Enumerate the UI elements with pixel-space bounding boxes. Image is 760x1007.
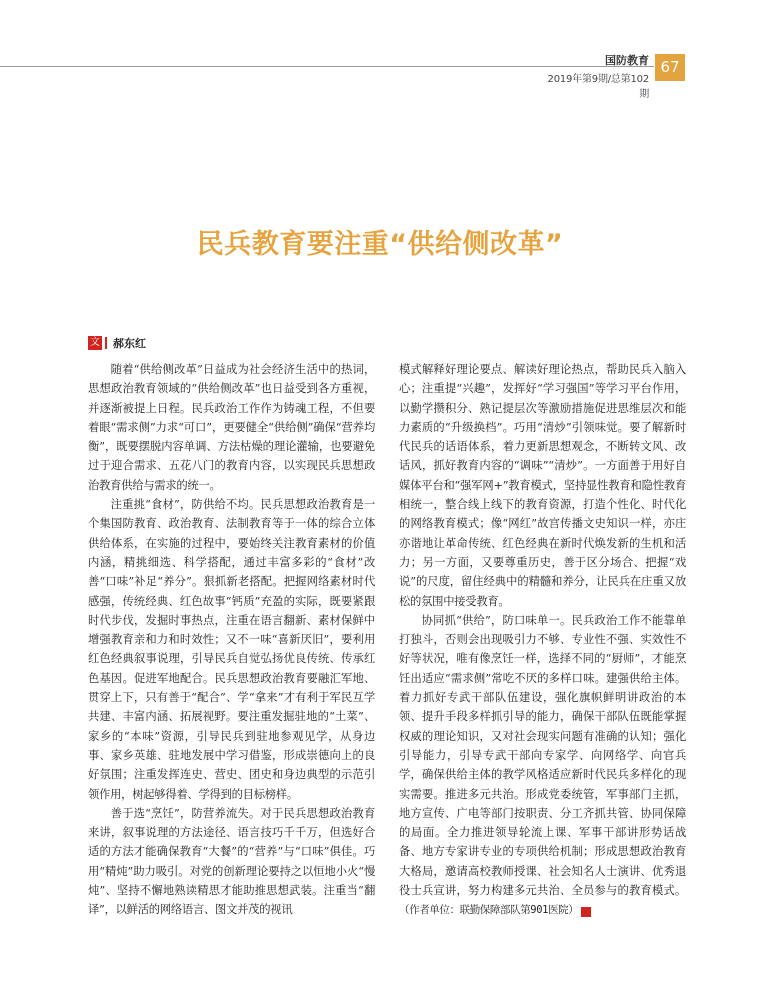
- end-mark-icon: G: [581, 907, 591, 917]
- issue-label: 2019年第9期/总第102期: [547, 74, 649, 100]
- paragraph-continued: 模式解释好理论要点、解读好理论热点，帮助民兵入脑入心；注重提“兴趣”，发挥好“学习强国”等学习平台作用，以勤学攒积分、熟记提层次等激励措施促进思维层次和能力素质的“升级换档”。巧用“清炒”引领味觉。要了解新时代民兵的话语体系，着力更新思想观念，不断转文风、改话风，抓好教育内容的“调味”“清炒”。一方面善于用好自媒体平台和“强军网+”教育模式，坚持显性教育和隐性教育相统一，整合线上线下的教育资源，打造个性化、时代化的网络教育模式；像“网红”故宫传播文史知识一样，亦庄亦谐地让革命传统、红色经典在新时代焕发新的生机和活力；另一方面，又要尊重历史，善于区分场合、把握“戏说”的尺度，留住经典中的精髓和养分，让民兵在庄重又放松的氛围中接受教育。: [399, 363, 686, 608]
- author-name: 郝东红: [113, 337, 146, 350]
- paragraph: 注重挑“食材”，防供给不均。民兵思想政治教育是一个集国防教育、政治教育、法制教育等于一体的综合立体供给体系，在实施的过程中，要始终关注教育素材的价值内涵，精挑细选、科学搭配，通过丰富多彩的“食材”改善“口味”补足“养分”。狠抓新老搭配。把握网络素材时代感强，传统经典、红色故事“钙质”充盈的实际，既要紧跟时代步伐，发掘时事热点，注重在语言翻新、素材保鲜中增强教育亲和力和时效性；又不一味“喜新厌旧”，要利用红色经典叙事说理，引导民兵自觉弘扬优良传统、传承红色基因。促进军地配合。民兵思想政治教育要融汇军地、贯穿上下，只有善于“配合”、学“拿来”才有利于军民互学共建、丰富内涵、拓展视野。要注重发掘驻地的“土菜”、家乡的“本味”资源，引导民兵到驻地参观见学，从身边事、家乡英雄、驻地发展中学习借鉴，形成崇德向上的良好氛围；注重发挥连史、营史、团史和身边典型的示范引领作用，树起够得着、学得到的目标榜样。: [88, 498, 375, 801]
- byline-divider: [105, 337, 107, 349]
- article-title: 民兵教育要注重“供给侧改革”: [196, 229, 564, 260]
- byline-tag: 文: [90, 337, 100, 348]
- page-number: 67: [655, 54, 685, 81]
- article-column-left: [88, 360, 375, 920]
- byline: [88, 336, 146, 350]
- magazine-name: 国防教育: [605, 54, 649, 67]
- paragraph: 随着“供给侧改革”日益成为社会经济生活中的热词，思想政治教育领域的“供给侧改革”也日益受到各方重视，并逐渐被提上日程。民兵政治工作作为铸魂工程，不但要着眼“需求侧”力求“可口”，更要健全“供给侧”确保“营养均衡”，既要摆脱内容单调、方法枯燥的理论灌输，也要避免过于迎合需求、五花八门的教育内容，以实现民兵思想政治教育供给与需求的统一。: [88, 363, 375, 492]
- article-column-right: [399, 360, 686, 921]
- paragraph-text: 协同抓“供给”，防口味单一。民兵政治工作不能靠单打独斗，否则会出现吸引力不够、专业性不强、实效性不好等状况，唯有像烹饪一样，选择不同的“厨师”，才能烹饪出适应“需求侧”常吃不厌的多样口味。建强供给主体。着力抓好专武干部队伍建设，强化旗帜鲜明讲政治的本领、提升手段多样抓引导的能力，确保干部队伍既能掌握权威的理论知识，又对社会现实问题有准确的认知；强化引导能力，引导专武干部向专家学、向网络学、向官兵学，确保供给主体的教学风格适应新时代民兵多样化的现实需要。推进多元共治。形成党委统管，军事部门主抓，地方宣传、广电等部门按职责、分工齐抓共管、协同保障的局面。全力推进领导轮流上课、军事干部讲形势话战备、地方专家讲专业的专项供给机制；形成思想政治教育大格局，邀请高校教师授课、社会知名人士演讲、优秀退役士兵宣讲，努力构建多元共治、全员参与的教育模式。: [399, 613, 686, 898]
- author-affiliation: （作者单位：联勤保障部队第901医院）: [399, 904, 579, 917]
- header-rule: [0, 66, 654, 67]
- paragraph: 善于选“烹饪”，防营养流失。对于民兵思想政治教育来讲，叙事说理的方法途径、语言技巧千千万，但选好合适的方法才能确保教育“大餐”的“营养”与“口味”俱佳。巧用“精炖”助力吸引。对党的创新理论要持之以恒地小火“慢炖”、坚持不懈地熟读精思才能助推思想武装。注重当“翻译”，以鲜活的网络语言、图文并茂的视讯: [88, 806, 375, 917]
- paragraph: [399, 611, 686, 921]
